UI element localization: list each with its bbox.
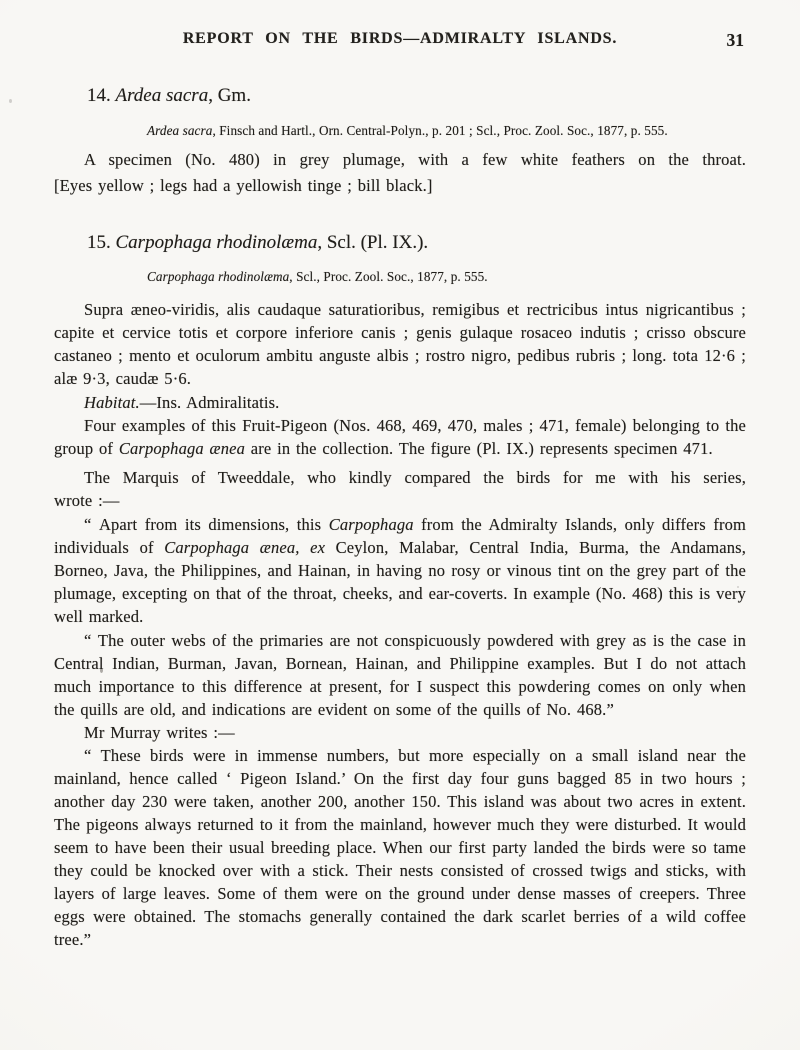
page-number: 31 xyxy=(726,30,744,50)
synonymy-citation-15 xyxy=(147,268,746,286)
citation-text: , Finsch and Hartl., Orn. Central-Polyn., p. 201 ; Scl., Proc. Zool. Soc., 1877, p. 555. xyxy=(212,123,668,138)
paragraph-text: Four examples of this Fruit-Pigeon (Nos. 468, 469, 470, males ; 471, female) belonging to the group of xyxy=(54,416,746,458)
quote-text: “ Apart from its dimensions, this xyxy=(84,515,329,534)
tweeddale-quote-1 xyxy=(54,513,746,628)
paragraph-line: [Eyes yellow ; legs had a yellowish tinge ; bill black.] xyxy=(54,176,433,195)
murray-intro-line: Mr Murray writes :— xyxy=(84,723,235,742)
running-title: REPORT ON THE BIRDS—ADMIRALTY ISLANDS. xyxy=(182,30,618,47)
paragraph-line: wrote :— xyxy=(54,491,120,510)
habitat-label-italic: Habitat. xyxy=(84,393,140,412)
examples-paragraph xyxy=(54,414,746,460)
tweeddale-quote-2: “ The outer webs of the primaries are not conspicuously powdered with grey as is the case in Central Indian, Burman, Javan, Bornean, Hainan, and Philippine examples. But I do not attach much importance to this difference at present, for I suspect this powdering comes on only when the quills are old, and indications are evident on some of the quills of No. 468.” xyxy=(54,631,746,719)
species-name-italic: Carpophaga ænea, ex xyxy=(164,538,326,557)
entry-number: 14. xyxy=(87,85,116,106)
species-name-italic: Carpophaga xyxy=(328,515,414,534)
species-authority: , Gm. xyxy=(208,85,251,106)
murray-quote-paragraph: “ These birds were in immense numbers, but more especially on a small island near the mainland, hence called ‘ Pigeon Island.’ On the first day four guns bagged 85 in two hours ; another day 230 were taken, another 200, another 150. This island was about two acres in extent. The pigeons always returned to it from the mainland, however much they were disturbed. It would seem to have been their usual breeding place. When our first party landed the birds were so tame they could be knocked over with a stick. Their nests consisted of crossed twigs and sticks, with layers of large leaves. Some of them were on the ground under dense masses of creepers. Three eggs were obtained. The stomachs generally contained the dark scarlet berries of a wild coffee tree.” xyxy=(54,746,746,949)
text-column xyxy=(54,0,746,951)
paragraph-line: The Marquis of Tweeddale, who kindly compared the birds for me with his series, xyxy=(84,468,746,487)
latin-diagnosis-paragraph: Supra æneo-viridis, alis caudaque saturatioribus, remigibus et rectricibus intus nigricantibus ; capite et cervice totis et corpore inferiore canis ; genis gulaque rosaceo indutis ; crisso obscure castaneo ; mento et oculorum ambitu anguste albis ; rostro nigro, pedibus rubris ; long. tota 12·6 ; alæ 9·3, caudæ 5·6. xyxy=(54,300,746,388)
species-name-italic: Carpophaga ænea xyxy=(118,439,245,458)
paragraph-text: are in the collection. The figure (Pl. IX.) represents specimen 471. xyxy=(244,439,713,458)
quote-text: Ceylon, Malabar, Central India, Burma, the Andamans, Borneo, Java, the Philippines, and Hainan, in having no rosy or vinous tint on the grey part of the plumage, excepting on that of the throat, cheeks, and ear-coverts. In example (No. 468) this is very well marked. xyxy=(54,538,746,626)
scan-artifact xyxy=(9,99,12,103)
paragraph-line: A specimen (No. 480) in grey plumage, with a few white feathers on the throat. xyxy=(84,150,746,169)
tweeddale-intro-paragraph xyxy=(54,466,746,512)
entry-number: 15. xyxy=(87,232,116,253)
synonymy-citation-14 xyxy=(147,122,746,140)
species-name-italic: Ardea sacra xyxy=(115,85,209,106)
cited-species-italic: Ardea sacra xyxy=(147,123,213,138)
species-name-italic: Carpophaga rhodinolæma xyxy=(115,232,318,253)
page-header xyxy=(54,30,746,50)
citation-text: , Scl., Proc. Zool. Soc., 1877, p. 555. xyxy=(289,269,488,284)
quote-text: from the Admiralty Islands, only differs from individuals of xyxy=(54,515,746,557)
habitat-line xyxy=(54,391,746,414)
species-heading-15 xyxy=(87,231,746,255)
cited-species-italic: Carpophaga rhodinolæma xyxy=(147,269,290,284)
species-heading-14 xyxy=(87,84,746,108)
specimen-paragraph xyxy=(54,147,746,199)
habitat-text: —Ins. Admiralitatis. xyxy=(139,393,280,412)
species-authority: , Scl. (Pl. IX.). xyxy=(317,232,429,253)
